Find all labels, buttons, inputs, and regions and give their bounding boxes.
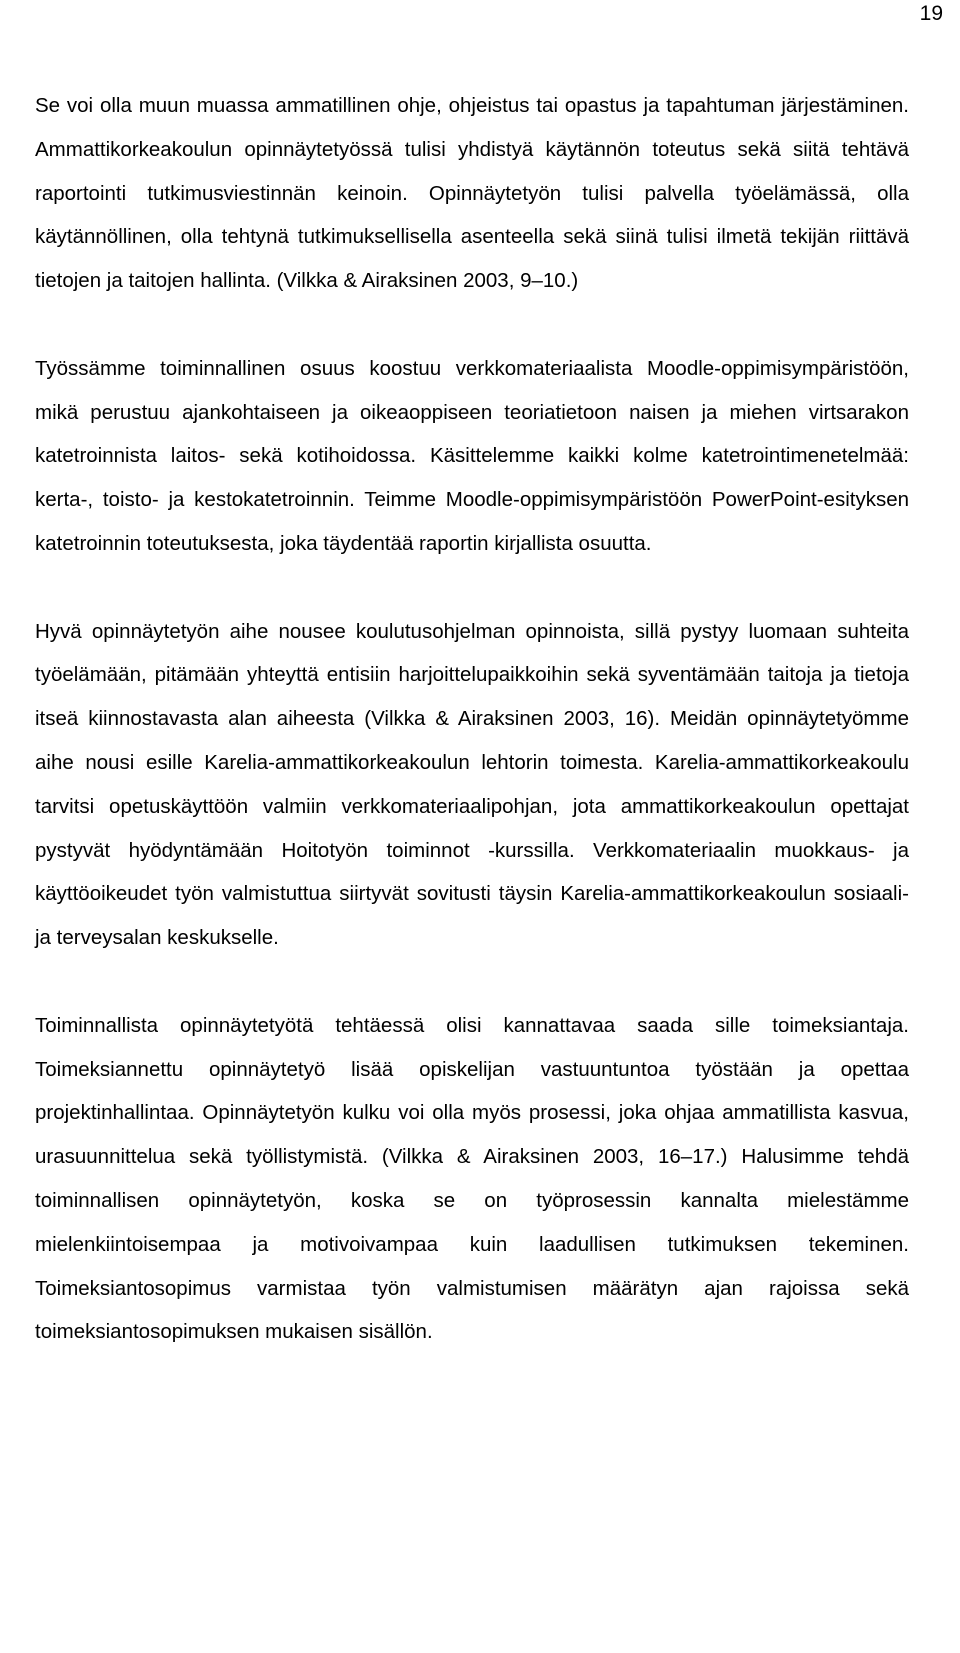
paragraph-4: Toiminnallista opinnäytetyötä tehtäessä olisi kannattavaa saada sille toimeksiantaja. Toimeksiannettu opinnäytetyö lisää opiskelijan vastuuntuntoa työstään ja opettaa projektinhallintaa. Opinnäytetyön kulku voi olla myös prosessi, joka ohjaa ammatillista kasvua, urasuunnittelua sekä työllistymistä. (Vilkka & Airaksinen 2003, 16–17.) Halusimme tehdä toiminnallisen opinnäytetyön, koska se on työprosessin kannalta mielestämme mielenkiintoisempaa ja motivoivampaa kuin laadullisen tutkimuksen tekeminen. Toimeksiantosopimus varmistaa työn valmistumisen määrätyn ajan rajoissa sekä toimeksiantosopimuksen mukaisen sisällön. <box>35 1013 909 1344</box>
page-number: 19 <box>919 2 943 25</box>
paragraph-3: Hyvä opinnäytetyön aihe nousee koulutusohjelman opinnoista, sillä pystyy luomaan suhteita työelämään, pitämään yhteyttä entisiin harjoittelupaikkoihin sekä syventämään taitoja ja tietoja itseä kiinnostavasta alan aiheesta (Vilkka & Airaksinen 2003, 16). Meidän opinnäytetyömme aihe nousi esille Karelia-ammattikorkeakoulun lehtorin toimesta. Karelia-ammattikorkeakoulu tarvitsi opetuskäyttöön valmiin verkkomateriaalipohjan, jota ammattikorkeakoulun opettajat pystyvät hyödyntämään Hoitotyön toiminnot -kurssilla. Verkkomateriaalin muokkaus- ja käyttöoikeudet työn valmistuttua siirtyvät sovitusti täysin Karelia-ammattikorkeakoulun sosiaali- ja terveysalan keskukselle. <box>35 619 909 950</box>
paragraph-1: Se voi olla muun muassa ammatillinen ohje, ohjeistus tai opastus ja tapahtuman järjestäminen. Ammattikorkeakoulun opinnäytetyössä tulisi yhdistyä käytännön toteutus sekä siitä tehtävä raportointi tutkimusviestinnän keinoin. Opinnäytetyön tulisi palvella työelämässä, olla käytännöllinen, olla tehtynä tutkimuksellisella asenteella sekä siinä tulisi ilmetä tekijän riittävä tietojen ja taitojen hallinta. (Vilkka & Airaksinen 2003, 9–10.) <box>35 94 909 293</box>
body-text <box>35 84 909 1354</box>
paragraph-2: Työssämme toiminnallinen osuus koostuu verkkomateriaalista Moodle-oppimisympäristöön, mikä perustuu ajankohtaiseen ja oikeaoppiseen teoriatietoon naisen ja miehen virtsarakon katetroinnista laitos- sekä kotihoidossa. Käsittelemme kaikki kolme katetrointimenetelmää: kerta-, toisto- ja kestokatetroinnin. Teimme Moodle-oppimisympäristöön PowerPoint-esityksen katetroinnin toteutuksesta, joka täydentää raportin kirjallista osuutta. <box>35 356 909 555</box>
